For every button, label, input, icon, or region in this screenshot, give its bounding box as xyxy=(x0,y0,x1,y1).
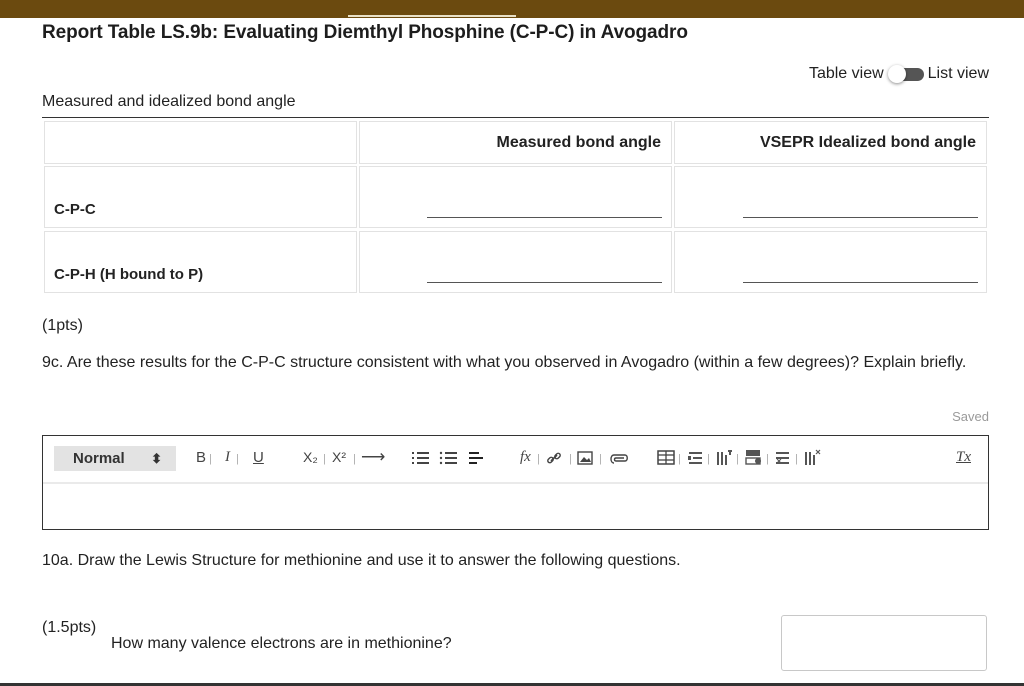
toolbar-separator: | xyxy=(569,453,572,465)
delete-row-icon[interactable] xyxy=(774,450,790,466)
italic-button[interactable]: I xyxy=(225,449,230,465)
toolbar-separator: | xyxy=(599,453,602,465)
idealized-cell-cpc[interactable] xyxy=(674,166,987,228)
active-tab-indicator xyxy=(348,15,516,17)
view-switch[interactable] xyxy=(888,65,924,83)
insert-column-icon[interactable] xyxy=(715,449,733,466)
clear-format-button[interactable]: Tx xyxy=(956,449,971,465)
insert-row-icon[interactable] xyxy=(687,450,703,466)
link-icon[interactable] xyxy=(546,450,562,466)
editor-toolbar xyxy=(43,436,988,483)
table-insert-icon[interactable] xyxy=(657,450,675,466)
question-10a-sub: How many valence electrons are in methionine? xyxy=(111,635,452,652)
measured-input-cpc[interactable] xyxy=(427,217,662,218)
divider xyxy=(42,117,989,118)
toolbar-separator: | xyxy=(353,453,356,465)
underline-button[interactable]: U xyxy=(253,449,264,466)
saved-status: Saved xyxy=(952,409,989,424)
view-toggle[interactable] xyxy=(809,65,989,83)
toolbar-separator: | xyxy=(736,453,739,465)
page-title: Report Table LS.9b: Evaluating Diemthyl Phosphine (C-P-C) in Avogadro xyxy=(42,22,688,43)
measured-cell-cpc[interactable] xyxy=(359,166,672,228)
format-select-value: Normal xyxy=(73,450,125,467)
ordered-list-icon[interactable] xyxy=(411,450,429,466)
image-icon[interactable] xyxy=(577,450,593,466)
idealized-cell-cph[interactable] xyxy=(674,231,987,293)
table-properties-icon[interactable] xyxy=(745,449,763,466)
column-header-measured: Measured bond angle xyxy=(359,121,672,164)
top-bar xyxy=(0,0,1024,18)
column-header-idealized: VSEPR Idealized bond angle xyxy=(674,121,987,164)
row-label-cph: C-P-H (H bound to P) xyxy=(44,231,357,293)
bold-button[interactable]: B xyxy=(196,449,207,466)
toolbar-separator: | xyxy=(766,453,769,465)
question-10a: 10a. Draw the Lewis Structure for methionine and use it to answer the following questions. xyxy=(42,552,681,569)
table-header-empty xyxy=(44,121,357,164)
align-icon[interactable] xyxy=(467,450,485,466)
toolbar-separator: | xyxy=(323,453,326,465)
idealized-input-cpc[interactable] xyxy=(743,217,978,218)
editor-content-area[interactable] xyxy=(43,484,988,529)
points-9c: (1pts) xyxy=(42,317,83,334)
toolbar-separator: | xyxy=(707,453,710,465)
switch-knob[interactable] xyxy=(888,65,906,83)
format-select[interactable] xyxy=(54,446,176,471)
measured-cell-cph[interactable] xyxy=(359,231,672,293)
arrow-insert-button[interactable]: ⟶ xyxy=(361,447,386,466)
bullet-list-icon[interactable] xyxy=(439,450,457,466)
question-9c: 9c. Are these results for the C-P-C structure consistent with what you observed in Avogadro (within a few degrees)? Explain briefly. xyxy=(42,354,967,371)
points-10a: (1.5pts) xyxy=(42,619,97,636)
idealized-input-cph[interactable] xyxy=(743,282,978,283)
list-view-label[interactable]: List view xyxy=(927,65,989,82)
answer-editor[interactable] xyxy=(42,435,989,530)
table-caption: Measured and idealized bond angle xyxy=(42,93,296,110)
toolbar-separator: | xyxy=(236,453,239,465)
formula-button[interactable]: fx xyxy=(520,449,531,465)
toolbar-separator: | xyxy=(678,453,681,465)
measured-input-cph[interactable] xyxy=(427,282,662,283)
table-view-label[interactable]: Table view xyxy=(808,65,884,82)
subscript-button[interactable]: X₂ xyxy=(303,449,318,465)
toolbar-separator: | xyxy=(795,453,798,465)
toolbar-separator: | xyxy=(209,453,212,465)
delete-column-icon[interactable] xyxy=(803,449,821,466)
select-arrows-icon: ⬍ xyxy=(151,450,162,466)
superscript-button[interactable]: X² xyxy=(332,449,346,465)
attachment-icon[interactable] xyxy=(608,452,630,466)
valence-electrons-input[interactable] xyxy=(781,615,987,671)
row-label-cpc: C-P-C xyxy=(44,166,357,228)
toolbar-separator: | xyxy=(537,453,540,465)
